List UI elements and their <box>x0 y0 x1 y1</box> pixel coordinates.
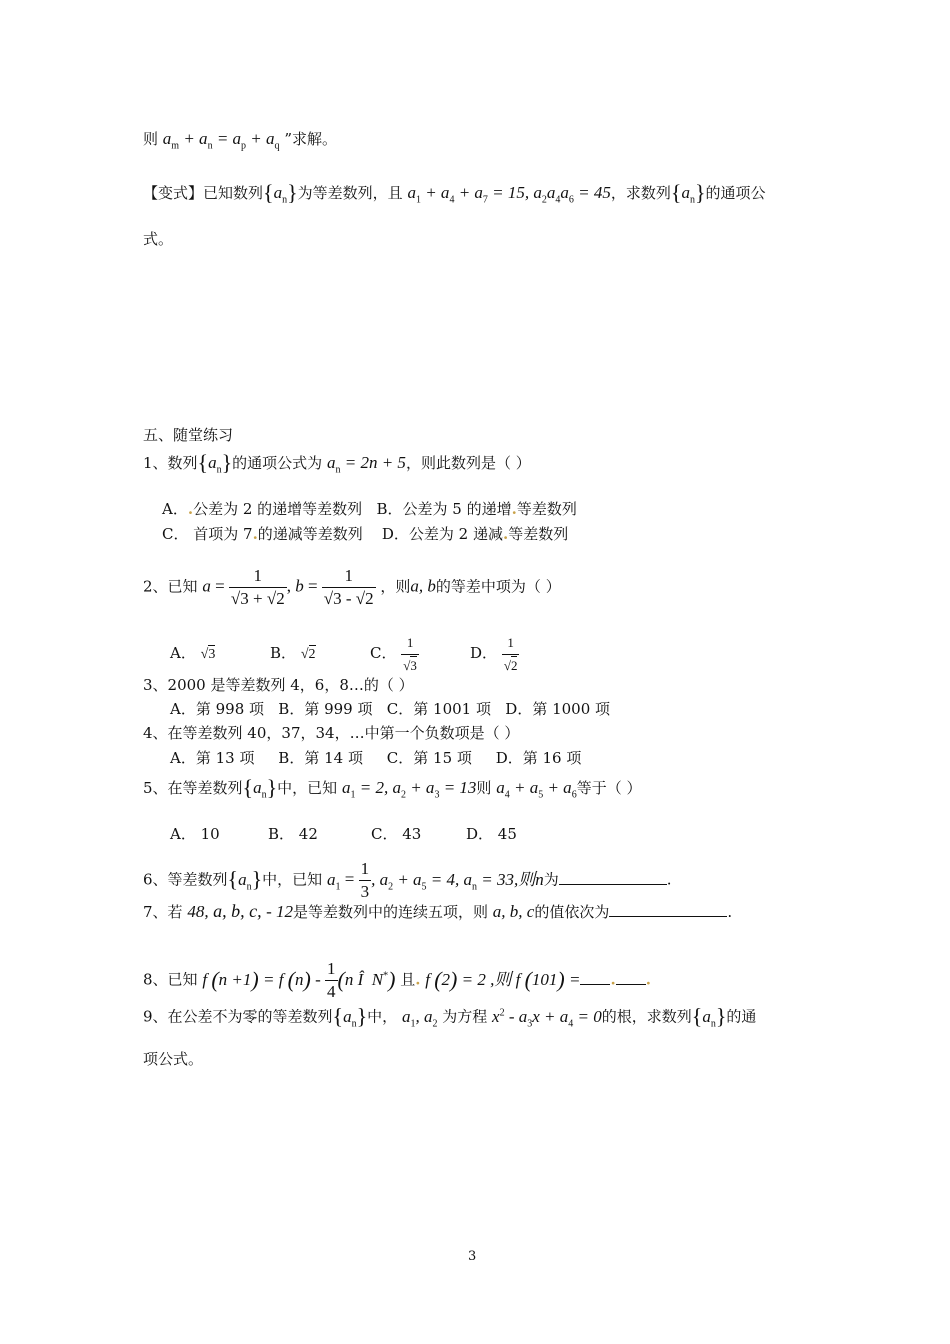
q1-option-b: B．公差为 5 的递增 <box>376 500 512 518</box>
q6-text-b: 中，已知 <box>262 870 323 889</box>
q2-options: A． √3 B． √2 C． $\frac{1}{√3}$ D． $\frac{1}{√2}$ <box>170 632 519 677</box>
q2-option-c: C． <box>370 644 397 662</box>
text-ze: 则 <box>143 130 159 148</box>
q5-text-a: 5、在等差数列 <box>143 779 243 797</box>
q1-option-a: 公差为 2 的递增等差数列 <box>193 500 363 518</box>
q9-text-c: 为方程 <box>442 1007 488 1026</box>
q1-option-d-2: 等差数列 <box>508 525 569 543</box>
q2-option-d: D． <box>470 644 498 662</box>
q4-options: A．第 13 项 B．第 14 项 C．第 15 项 D．第 16 项 <box>170 749 582 767</box>
q1-option-c: C． 首项为 7 <box>162 525 253 543</box>
variant-text-2: 为等差数列，且 <box>297 184 403 202</box>
q1-option-d: D．公差为 2 递减 <box>381 525 503 543</box>
variant-problem: 【变式】已知数列$\{a_n\}$为等差数列，且 $a_1 + a_4 + a_7 = 15$, $a_2a_4a_6 = 45$，求数列$\{a_n\}$的通项公 <box>143 180 766 206</box>
variant-tag: 【变式】 <box>143 184 204 202</box>
q1-option-b-2: 等差数列 <box>516 500 577 518</box>
q9-text-f: 项公式。 <box>143 1050 204 1068</box>
q9-text-e: 的通 <box>726 1007 757 1026</box>
q5-option-c: C． 43 <box>371 825 422 843</box>
q9-text-a: 9、在公差不为零的等差数列 <box>143 1007 333 1026</box>
q1-formula: $a_n = 2n + 5$ <box>326 453 406 476</box>
variant-condition: $a_1 + a_4 + a_7 = 15$, $a_2a_4a_6 = 45$ <box>407 183 611 206</box>
variant-text-4: 的通项公 <box>705 184 766 202</box>
q1-text-b: 的通项公式为 <box>232 454 323 472</box>
page-number: 3 <box>468 1249 477 1264</box>
variant-text-1: 已知数列 <box>203 184 264 202</box>
q9-text-b: 中， <box>367 1007 398 1026</box>
q8-answer-blank-2[interactable] <box>616 970 646 985</box>
q2-text-c: 的等差中项为（ ） <box>435 577 561 596</box>
q2-text-a: 2、已知 <box>143 577 198 596</box>
q2-option-a: A． <box>170 644 196 662</box>
question-9: 9、在公差不为零的等差数列$\{a_n\}$中， $a_1$, $a_2$ 为方程 $x^2 - a_3x + a_4 = 0$的根，求数列$\{a_n\}$的通 <box>143 1003 757 1030</box>
q1-options-row2: C． 首项为 7.的递减等差数列 D．公差为 2 递减.等差数列 <box>162 525 569 543</box>
q1-text-c: ，则此数列是（ ） <box>405 454 531 472</box>
q7-text-b: 是等差数列中的连续五项，则 <box>293 903 489 921</box>
q9-text-d: 的根，求数列 <box>601 1007 692 1026</box>
q2-option-b: B． <box>270 644 297 662</box>
q1-option-c-2: 的递减等差数列 <box>257 525 363 543</box>
variant-text-5: 式。 <box>143 230 174 248</box>
question-3: 3、2000 是等差数列 4，6，8…的（ ） <box>143 676 414 694</box>
variant-text-3: ，求数列 <box>610 184 671 202</box>
q6-answer-blank[interactable] <box>559 870 667 885</box>
question-1: 1、数列$\{a_n\}$的通项公式为 $a_n = 2n + 5$，则此数列是（ ） <box>143 450 531 476</box>
q7-text-a: 7、若 <box>143 903 183 921</box>
q8-text-a: 8、已知 <box>143 970 198 989</box>
q6-text-a: 6、等差数列 <box>143 870 228 889</box>
question-5: 5、在等差数列$\{a_n\}$中，已知 $a_1 = 2$, $a_2 + a_3 = 13$则 $a_4 + a_5 + a_6$等于（ ） <box>143 775 642 801</box>
q3-options: A．第 998 项 B．第 999 项 C．第 1001 项 D．第 1000 项 <box>170 700 611 718</box>
question-7: 7、若 48, a, b, c, - 12是等差数列中的连续五项，则 a, b, c的值依次为 . <box>143 901 733 921</box>
text-qiujie: ”求解。 <box>284 130 337 148</box>
question-2: 2、已知 a = $\frac{1}{√3 + √2}$ , b = $\frac{1}{√3 - √2}$ ，则a, b的等差中项为（ ） <box>143 566 561 608</box>
q5-option-b: B． 42 <box>268 825 318 843</box>
q5-options <box>170 823 517 845</box>
q5-formula: $a_1 = 2$, $a_2 + a_3 = 13$ <box>341 778 477 801</box>
math-am-an-ap-aq: $a_m + a_n = a_p + a_q$ <box>162 129 280 152</box>
q7-answer-blank[interactable] <box>609 902 727 917</box>
section-title: 五、随堂练习 <box>143 426 234 444</box>
q8-text-b: 且 <box>400 970 416 989</box>
q5-text-d: 等于（ ） <box>576 779 642 797</box>
q8-answer-blank-1[interactable] <box>580 970 610 985</box>
question-6: 6、等差数列$\{a_n\}$中，已知 $a_1$ = $\frac{1}{3}$ , $a_2 + a_5 = 4$, $a_n = 33$,则n为 . <box>143 859 672 901</box>
q1-options-row1: A．.公差为 2 的递增等差数列 B．公差为 5 的递增.等差数列 <box>162 500 577 518</box>
q6-text-c: 为 <box>543 870 559 889</box>
q5-text-b: 中，已知 <box>277 779 338 797</box>
q5-option-d: D． 45 <box>466 825 517 843</box>
formula-line <box>143 128 337 157</box>
question-8: 8、已知 f (n +1) = f (n) - $\frac{1}{4}$ (n Î N*) 且. f (2) = 2 ,则 f (101) = . . <box>143 959 651 1001</box>
q2-text-b: ，则 <box>380 577 411 596</box>
q7-text-c: 的值依次为 <box>534 903 610 921</box>
q5-text-c: 则 <box>476 779 492 797</box>
q2-formula-a: a <box>202 576 211 596</box>
q1-option-a-label: A． <box>162 500 188 518</box>
q5-option-a: A． 10 <box>170 825 220 843</box>
question-4: 4、在等差数列 40，37，34，…中第一个负数项是（ ） <box>143 724 520 742</box>
q1-text-a: 1、数列 <box>143 454 198 472</box>
